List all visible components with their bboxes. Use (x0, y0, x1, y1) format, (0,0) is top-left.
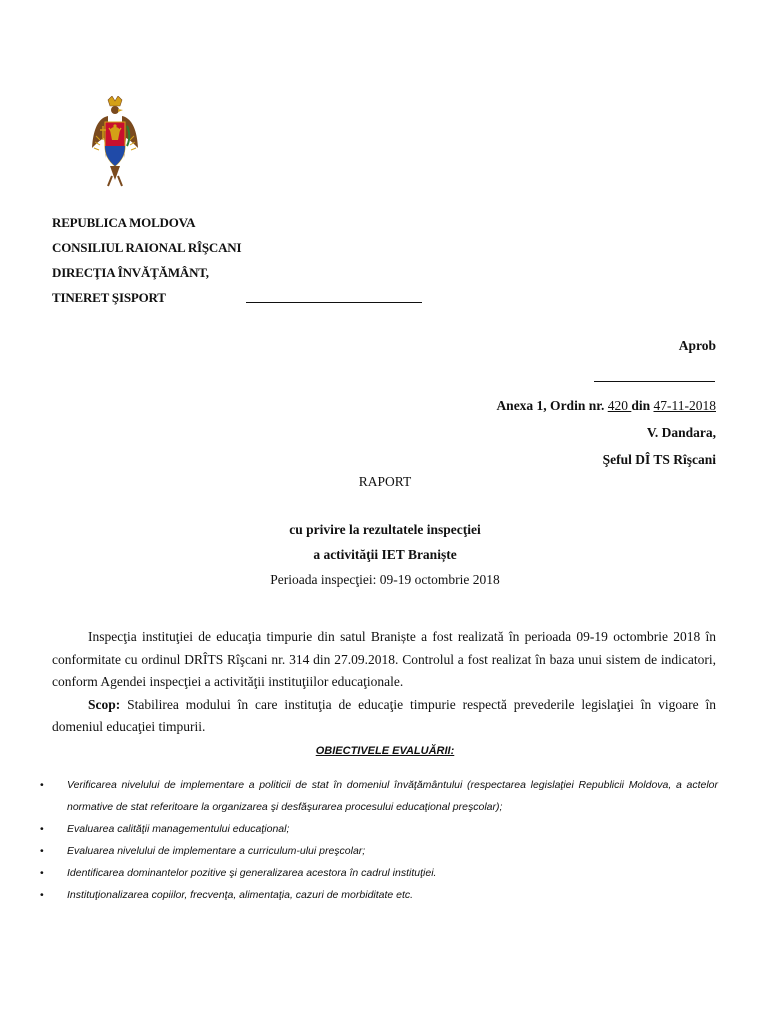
objectives-list (40, 774, 718, 906)
org-line-youth-sport: TINERET ŞISPORT (52, 290, 166, 305)
annex-prefix: Anexa 1, Ordin nr. (496, 398, 608, 413)
header-divider-line (246, 302, 422, 303)
bullet-icon: • (40, 867, 44, 879)
objective-text: Evaluarea nivelului de implementare a curriculum-ului preşcolar; (67, 845, 366, 857)
report-title: RAPORT (358, 474, 412, 489)
scope-label: Scop: (88, 696, 121, 712)
bullet-icon: • (40, 889, 44, 901)
list-item (40, 862, 718, 884)
list-item (40, 884, 718, 906)
objective-text: Verificarea nivelului de implementare a politicii de stat în domeniul învăţământului (respectarea legislaţiei Republicii Moldova, a actelor normative de stat referitoare la organizarea şi desfăşurarea procesului educaţional preşcolar); (67, 779, 718, 813)
inspection-period: Perioada inspecţiei: 09-19 octombrie 2018 (270, 572, 500, 587)
coat-of-arms-icon (90, 96, 140, 198)
approval-block (496, 392, 716, 473)
annex-order-line (496, 392, 716, 419)
organization-header (52, 210, 241, 310)
list-item (40, 774, 718, 818)
scope-paragraph (52, 694, 716, 739)
report-body (52, 626, 716, 739)
bullet-icon: • (40, 823, 44, 835)
order-date: 47-11-2018 (653, 398, 716, 413)
list-item (40, 818, 718, 840)
report-subtitle-line1: cu privire la rezultatele inspecţiei (289, 522, 481, 537)
bullet-icon: • (40, 779, 44, 791)
objective-text: Evaluarea calităţii managementului educaţional; (67, 823, 290, 835)
report-subtitle-line2: a activităţii IET Braniște (313, 547, 457, 562)
approval-label: Aprob (678, 338, 716, 353)
approver-position: Şeful DÎ TS Rîşcani (602, 452, 716, 467)
org-line-council: CONSILIUL RAIONAL RÎŞCANI (52, 240, 242, 255)
org-line-republic: REPUBLICA MOLDOVA (52, 215, 196, 230)
signature-line (594, 381, 715, 382)
objectives-title: OBIECTIVELE EVALUĂRII: (315, 745, 455, 757)
annex-din: din (631, 398, 654, 413)
list-item (40, 840, 718, 862)
objective-text: Instituţionalizarea copiilor, frecvenţa, alimentaţia, cazuri de morbiditate etc. (67, 889, 414, 901)
objective-text: Identificarea dominantelor pozitive şi generalizarea acestora în cadrul instituţiei. (67, 867, 437, 879)
report-subtitle (0, 517, 770, 567)
approver-name: V. Dandara, (646, 425, 716, 440)
order-number: 420 (607, 398, 632, 413)
scope-text: Stabilirea modului în care instituţia de educaţie timpurie respectă prevederile legislaţiei în vigoare în domeniul educaţiei timpurii. (52, 696, 716, 734)
org-line-directorate: DIRECŢIA ÎNVĂŢĂMÂNT, (52, 265, 209, 280)
bullet-icon: • (40, 845, 44, 857)
intro-paragraph: Inspecţia instituţiei de educaţia timpurie din satul Braniște a fost realizată în perioada 09-19 octombrie 2018 în conformitate cu ordinul DRÎTS Rîşcani nr. 314 din 27.09.2018. Controlul a fost realizat în baza unui sistem de indicatori, conform Agendei inspecţiei a activităţii instituţiilor educaţionale. (52, 629, 716, 689)
